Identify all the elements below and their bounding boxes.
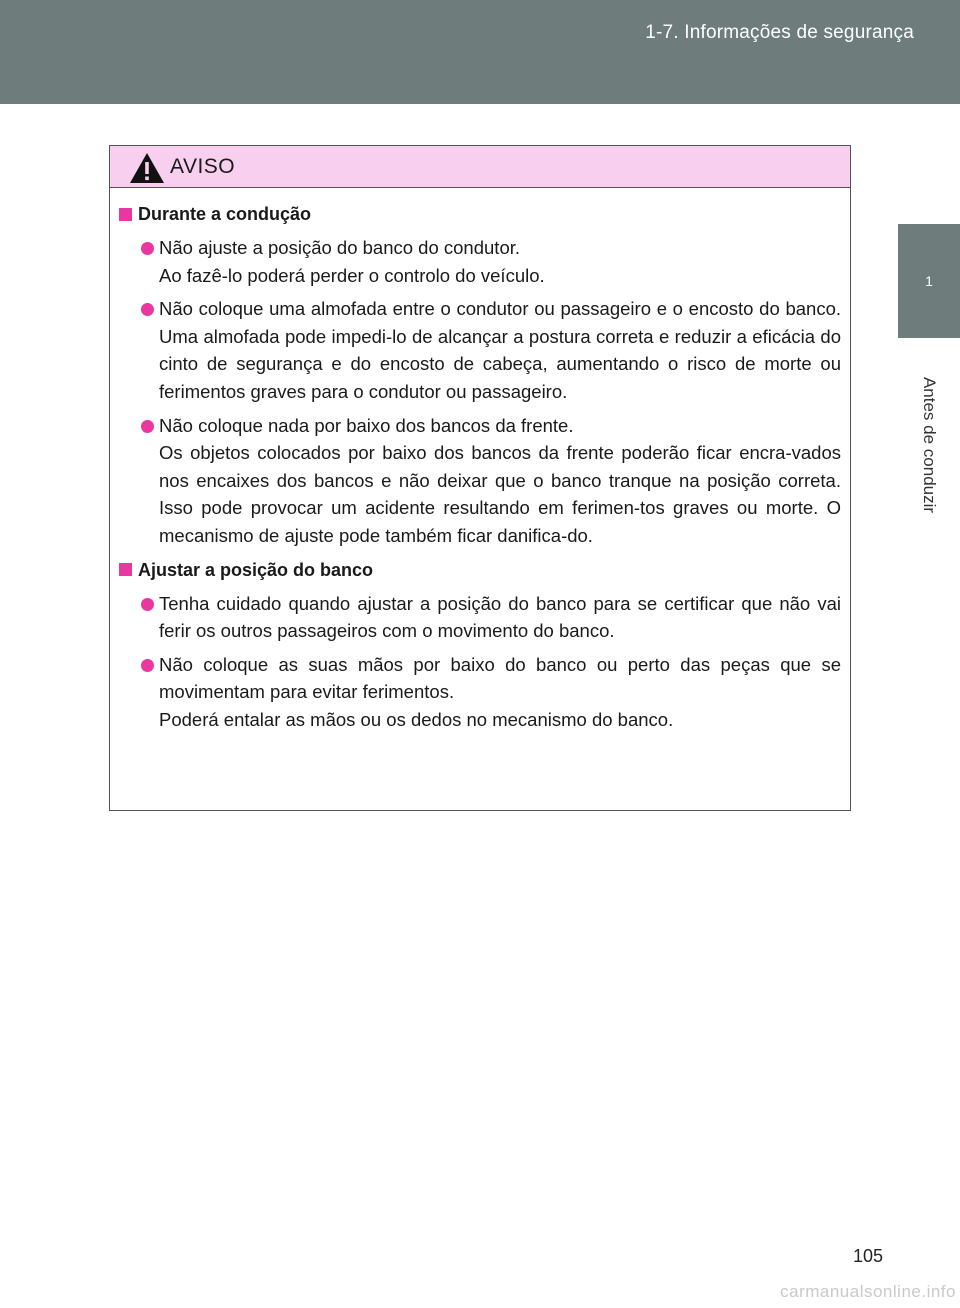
header-bar xyxy=(0,0,960,104)
page-number: 105 xyxy=(852,1246,883,1266)
item-text: Não coloque nada por baixo dos bancos da frente. xyxy=(159,414,574,436)
round-bullet-icon xyxy=(141,303,154,316)
list-item xyxy=(119,234,841,289)
section-heading xyxy=(119,200,841,228)
warning-title: AVISO xyxy=(170,154,236,178)
list-item xyxy=(119,651,841,734)
round-bullet-icon xyxy=(141,242,154,255)
square-bullet-icon xyxy=(119,208,132,221)
item-text: Não coloque as suas mãos por baixo do banco ou perto das peças que se movimentam para evitar ferimentos. xyxy=(159,653,841,703)
section-title: 1-7. Informações de segurança xyxy=(645,22,914,43)
round-bullet-icon xyxy=(141,659,154,672)
section-heading xyxy=(119,556,841,584)
item-text: Tenha cuidado quando ajustar a posição do banco para se certificar que não vai ferir os outros passageiros com o movimento do banco. xyxy=(159,592,841,642)
watermark: carmanualsonline.info xyxy=(780,1282,956,1301)
list-item xyxy=(119,590,841,645)
list-item xyxy=(119,295,841,405)
item-text: Ao fazê-lo poderá perder o controlo do veículo. xyxy=(159,264,545,286)
warning-triangle-icon xyxy=(128,151,166,185)
warning-box xyxy=(109,145,851,811)
item-text: Não ajuste a posição do banco do condutor. xyxy=(159,237,521,258)
item-text: Os objetos colocados por baixo dos bancos da frente poderão ficar encra-vados nos encaixes dos bancos e não deixar que o banco tranque na posição correta. Isso pode provocar um acidente resultando em ferimen-tos graves ou morte. O mecanismo de ajuste pode também ficar danifica-do. xyxy=(159,442,841,546)
section-heading-text: Ajustar a posição do banco xyxy=(138,559,374,580)
round-bullet-icon xyxy=(141,420,154,433)
chapter-number: 1 xyxy=(925,273,933,289)
list-item xyxy=(119,412,841,550)
item-text: Não coloque uma almofada entre o condutor ou passageiro e o encosto do banco. Uma almofada pode impedi-lo de alcançar a postura correta e reduzir a eficácia do cinto de segurança e do encosto de cabeça, aumentando o risco de morte ou ferimentos graves para o condutor ou passageiro. xyxy=(159,298,841,402)
chapter-label: Antes de conduzir xyxy=(920,376,939,514)
item-text: Poderá entalar as mãos ou os dedos no mecanismo do banco. xyxy=(159,708,674,730)
section-heading-text: Durante a condução xyxy=(138,204,312,224)
chapter-tab[interactable] xyxy=(898,224,960,338)
square-bullet-icon xyxy=(119,563,132,576)
warning-body xyxy=(110,188,850,734)
chapter-label-wrap xyxy=(879,345,960,545)
round-bullet-icon xyxy=(141,598,154,611)
warning-header xyxy=(110,146,850,188)
